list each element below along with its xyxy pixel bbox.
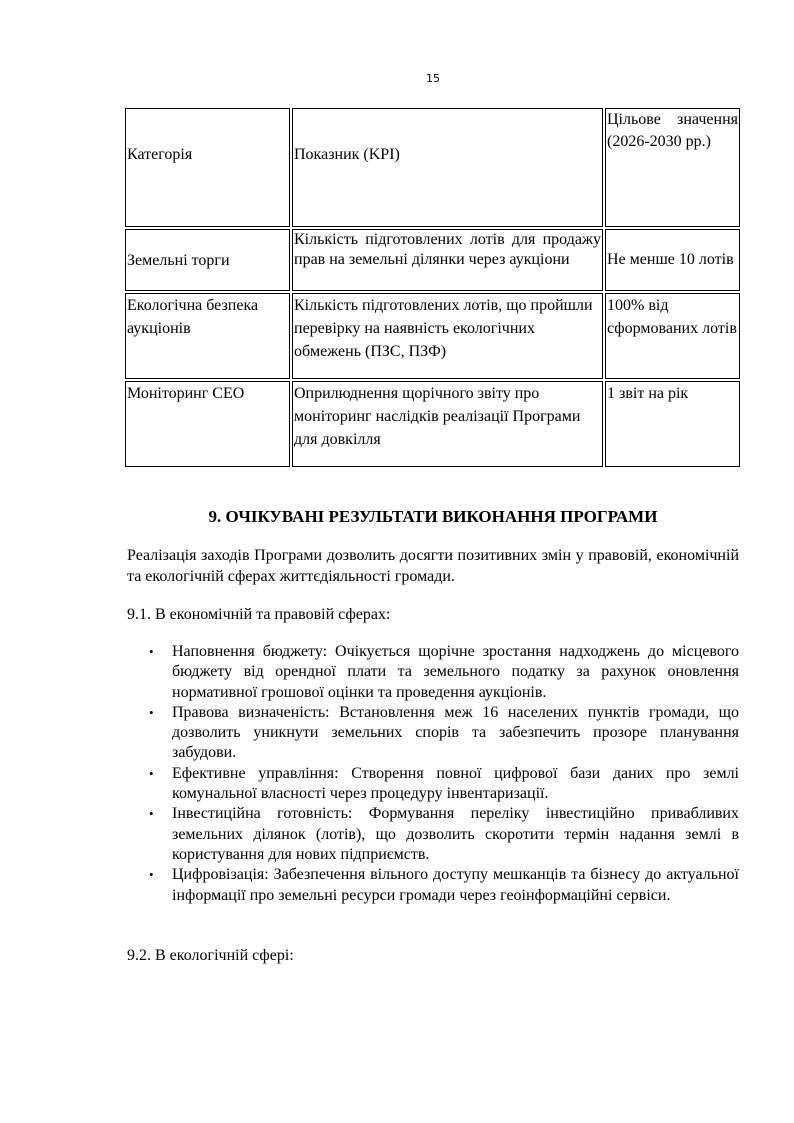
bullet-icon: • — [149, 806, 154, 822]
subsection-heading-economic: 9.1. В економічній та правовій сферах: — [127, 606, 391, 623]
economic-results-list — [127, 642, 739, 906]
list-item-text: Ефективне управління: Створення повної цифрової бази даних про землі комунальної власності через процедуру інвентаризації. — [172, 764, 739, 803]
list-item — [127, 865, 739, 906]
table-row — [125, 381, 740, 467]
cell-indicator: Оприлюднення щорічного звіту про моніторинг наслідків реалізації Програми для довкілля — [292, 381, 603, 467]
list-item — [127, 804, 739, 865]
list-item — [127, 703, 739, 764]
section-title: 9. ОЧІКУВАНІ РЕЗУЛЬТАТИ ВИКОНАННЯ ПРОГРАМИ — [208, 507, 658, 526]
header-category: Категорія — [125, 108, 290, 227]
list-item — [127, 642, 739, 703]
list-item-text: Наповнення бюджету: Очікується щорічне зростання надходжень до місцевого бюджету від орендної плати та земельного податку за рахунок оновлення нормативної грошової оцінки та проведення аукціонів. — [172, 643, 739, 701]
cell-category: Земельні торги — [125, 229, 290, 291]
table-row — [125, 293, 740, 379]
cell-target: 100% від сформованих лотів — [605, 293, 740, 379]
cell-indicator: Кількість підготовлених лотів для продажу прав на земельні ділянки через аукціони — [292, 229, 603, 291]
header-indicator: Показник (KPI) — [292, 108, 603, 227]
bullet-icon: • — [149, 867, 154, 883]
table-row — [125, 229, 740, 291]
bullet-icon: • — [149, 765, 154, 781]
subsection-heading-ecological: 9.2. В екологічній сфері: — [127, 947, 294, 964]
table-header-row — [125, 108, 740, 227]
page-number: 15 — [426, 72, 440, 85]
header-target: Цільове значення (2026-2030 рр.) — [605, 108, 740, 227]
list-item-text: Цифровізація: Забезпечення вільного доступу мешканців та бізнесу до актуальної інформації про земельні ресурси громади через геоінформаційні сервіси. — [172, 866, 739, 904]
bullet-icon: • — [149, 704, 154, 720]
cell-category: Моніторинг СЕО — [125, 381, 290, 467]
bullet-icon: • — [149, 644, 154, 659]
cell-category: Екологічна безпека аукціонів — [125, 293, 290, 379]
cell-indicator: Кількість підготовлених лотів, що пройшли перевірку на наявність екологічних обмежень (ПЗС, ПЗФ) — [292, 293, 603, 379]
cell-target: Не менше 10 лотів — [605, 229, 740, 291]
list-item-text: Інвестиційна готовність: Формування переліку інвестиційно привабливих земельних ділянок (лотів), що дозволить скоротити термін надання землі в користування для нових підприємств. — [172, 805, 739, 863]
list-item — [127, 764, 739, 805]
cell-target: 1 звіт на рік — [605, 381, 740, 467]
list-item-text: Правова визначеність: Встановлення меж 16 населених пунктів громади, що дозволить уникнути земельних спорів та забезпечить прозоре планування забудови. — [172, 703, 739, 762]
kpi-table — [123, 106, 742, 469]
section-intro: Реалізація заходів Програми дозволить досягти позитивних змін у правовій, економічній та екологічній сферах життєдіяльності громади. — [127, 547, 739, 585]
